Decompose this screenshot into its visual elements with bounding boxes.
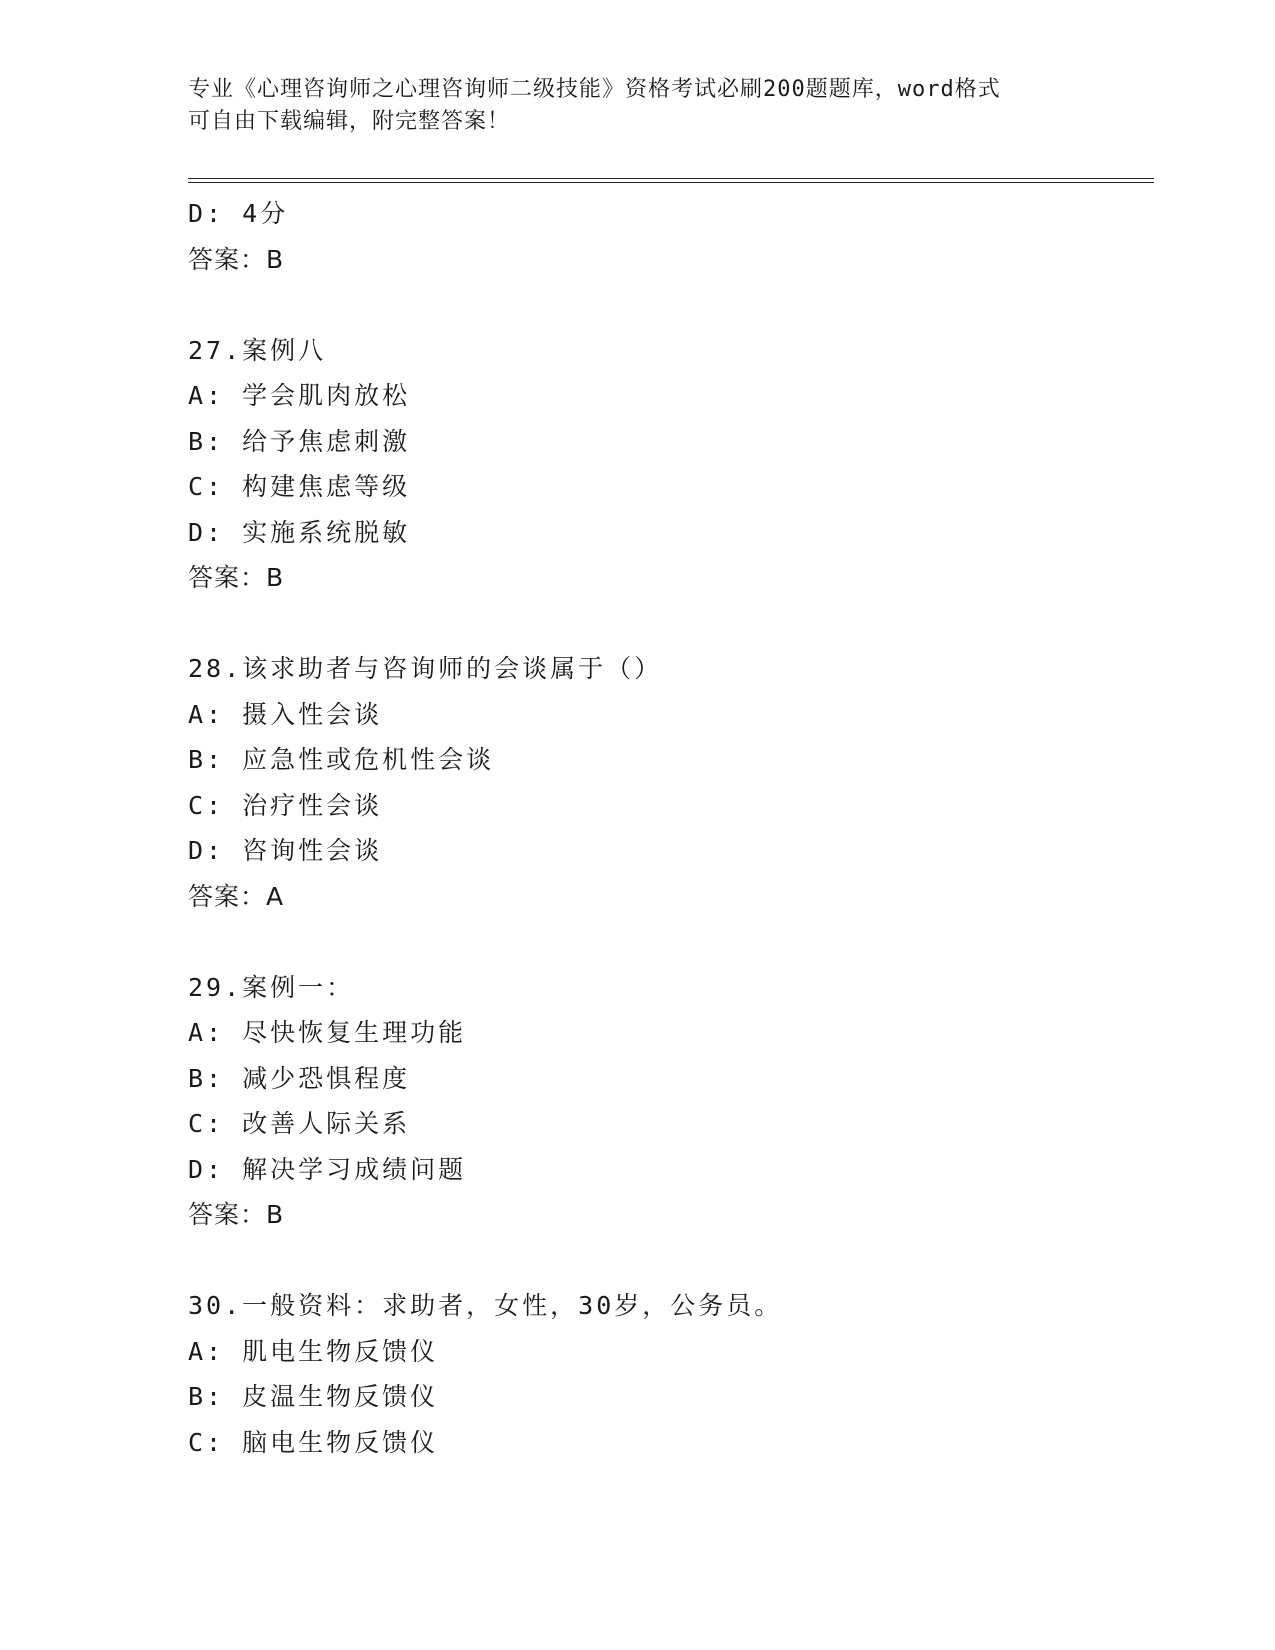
header-line-2: 可自由下载编辑，附完整答案！ (188, 109, 511, 134)
question-stem: 30.一般资料：求助者，女性，30岁，公务员。 (188, 1291, 783, 1320)
option-b: B: 应急性或危机性会谈 (188, 745, 495, 774)
question-stem: 29.案例一： (188, 972, 355, 1002)
option-d: D: 解决学习成绩问题 (188, 1154, 467, 1184)
spacer (188, 601, 1154, 647)
option-d: D: 实施系统脱敏 (188, 517, 411, 547)
option-c: C: 治疗性会谈 (188, 790, 383, 820)
answer: 答案：A (188, 881, 285, 911)
spacer (188, 1238, 1154, 1284)
question-27 (188, 328, 1154, 601)
option-b: B: 给予焦虑刺激 (188, 426, 411, 456)
question-30 (188, 1283, 1154, 1465)
question-list (188, 191, 1154, 1465)
option-a: A: 肌电生物反馈仪 (188, 1336, 439, 1366)
spacer (188, 919, 1154, 965)
answer: 答案：B (188, 244, 285, 274)
spacer (188, 282, 1154, 328)
option-b: B: 减少恐惧程度 (188, 1063, 411, 1093)
option-c: C: 脑电生物反馈仪 (188, 1427, 439, 1457)
question-28 (188, 646, 1154, 919)
header-line-1: 专业《心理咨询师之心理咨询师二级技能》资格考试必刷200题题库，word格式 (188, 77, 1001, 102)
option-d: D: 咨询性会谈 (188, 836, 383, 865)
header-divider-top (188, 178, 1154, 179)
question-stem: 27.案例八 (188, 335, 327, 365)
header-divider-bottom (188, 182, 1154, 183)
document-header (188, 74, 1088, 138)
previous-question-tail (188, 191, 1154, 282)
option-c: C: 构建焦虑等级 (188, 472, 411, 501)
question-stem: 28.该求助者与咨询师的会谈属于（） (188, 654, 663, 683)
question-29 (188, 965, 1154, 1238)
option-c: C: 改善人际关系 (188, 1109, 411, 1138)
option-d: D: 4分 (188, 199, 289, 228)
option-a: A: 尽快恢复生理功能 (188, 1018, 467, 1047)
option-a: A: 摄入性会谈 (188, 699, 383, 729)
option-a: A: 学会肌肉放松 (188, 381, 411, 410)
answer: 答案：B (188, 563, 285, 592)
option-b: B: 皮温生物反馈仪 (188, 1382, 439, 1411)
answer: 答案：B (188, 1200, 285, 1229)
